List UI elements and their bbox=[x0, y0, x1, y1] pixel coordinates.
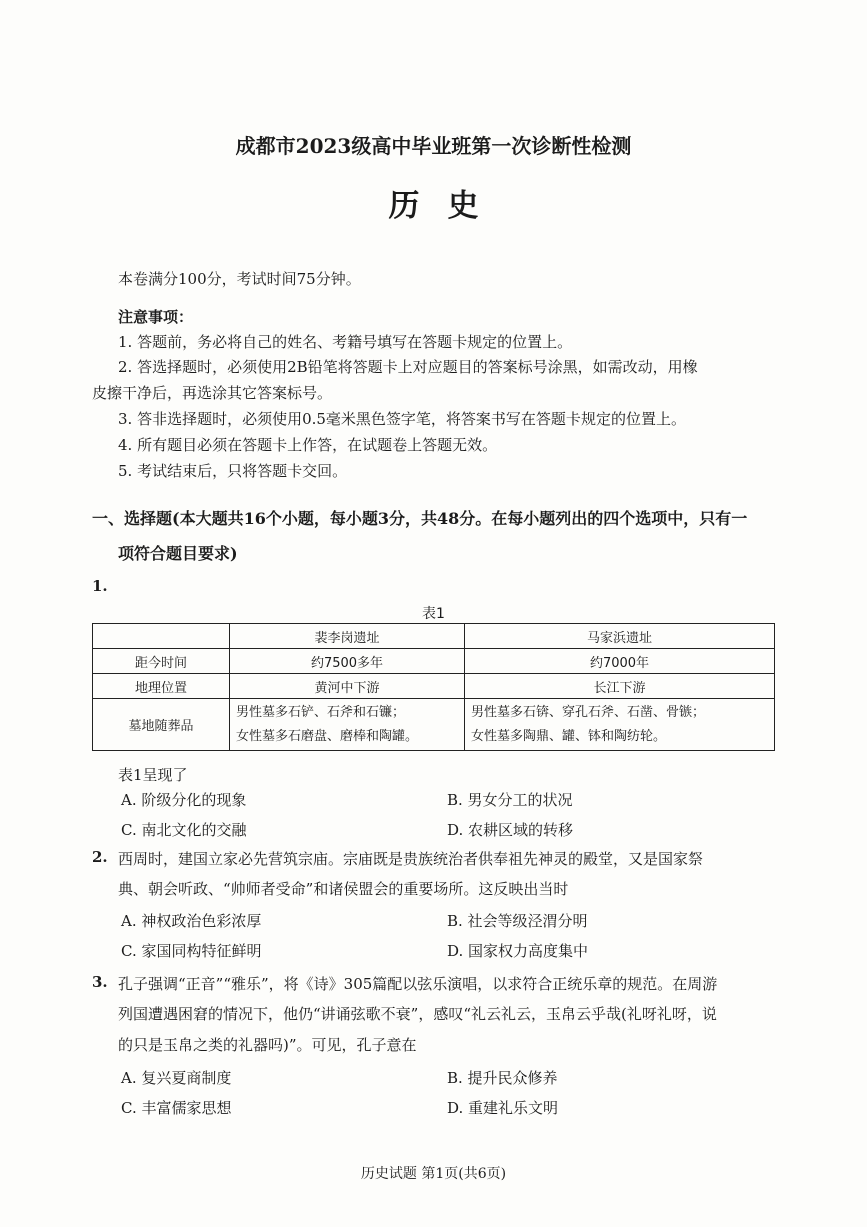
note-item: 4. 所有题目必须在答题卡上作答，在试题卷上答题无效。 bbox=[118, 436, 498, 454]
option-d: D. 重建礼乐文明 bbox=[447, 1099, 559, 1117]
table-caption: 表1 bbox=[422, 606, 445, 622]
note-item: 皮擦干净后，再选涂其它答案标号。 bbox=[92, 384, 333, 402]
option-b: B. 社会等级泾渭分明 bbox=[447, 912, 588, 930]
question-number: 2. bbox=[92, 848, 108, 866]
question-stem: 表1呈现了 bbox=[118, 766, 188, 784]
table-row bbox=[93, 674, 775, 699]
option-a: A. 神权政治色彩浓厚 bbox=[121, 912, 262, 930]
option-a: A. 复兴夏商制度 bbox=[121, 1069, 232, 1087]
question-stem: 典、朝会听政、“帅师者受命”和诸侯盟会的重要场所。这反映出当时 bbox=[118, 880, 569, 898]
option-c: C. 南北文化的交融 bbox=[121, 821, 247, 839]
table-cell: 约7500多年 bbox=[230, 649, 465, 674]
question-number: 1. bbox=[92, 577, 108, 595]
exam-title: 成都市2023级高中毕业班第一次诊断性检测 bbox=[235, 134, 632, 158]
option-d: D. 农耕区域的转移 bbox=[447, 821, 574, 839]
option-b: B. 提升民众修养 bbox=[447, 1069, 558, 1087]
question-stem: 列国遭遇困窘的情况下，他仍“讲诵弦歌不衰”，感叹“礼云礼云，玉帛云乎哉(礼呀礼呀，说 bbox=[118, 1005, 717, 1023]
note-item: 3. 答非选择题时，必须使用0.5毫米黑色签字笔，将答案书写在答题卡规定的位置上。 bbox=[118, 410, 686, 428]
table-cell: 墓地随葬品 bbox=[93, 699, 230, 751]
table-cell: 约7000年 bbox=[465, 649, 775, 674]
section-heading-cont: 项符合题目要求) bbox=[118, 544, 238, 563]
table-header-cell: 裴李岗遗址 bbox=[230, 624, 465, 649]
note-item: 5. 考试结束后，只将答题卡交回。 bbox=[118, 462, 348, 480]
page-footer: 历史试题 第1页(共6页) bbox=[360, 1166, 507, 1182]
table-row bbox=[93, 699, 775, 751]
table-cell: 男性墓多石铲、石斧和石镰； 女性墓多石磨盘、磨棒和陶罐。 bbox=[230, 699, 465, 751]
table-header-cell: 马家浜遗址 bbox=[465, 624, 775, 649]
question-stem: 的只是玉帛之类的礼器吗)”。可见，孔子意在 bbox=[118, 1036, 417, 1054]
table-cell: 男性墓多石锛、穿孔石斧、石凿、骨镞； 女性墓多陶鼎、罐、钵和陶纺轮。 bbox=[465, 699, 775, 751]
table-header-row bbox=[93, 624, 775, 649]
table-cell: 距今时间 bbox=[93, 649, 230, 674]
option-a: A. 阶级分化的现象 bbox=[121, 791, 247, 809]
table-cell: 黄河中下游 bbox=[230, 674, 465, 699]
option-b: B. 男女分工的状况 bbox=[447, 791, 573, 809]
subject-title: 历史 bbox=[388, 188, 507, 224]
option-d: D. 国家权力高度集中 bbox=[447, 942, 589, 960]
table-cell: 地理位置 bbox=[93, 674, 230, 699]
note-item: 2. 答选择题时，必须使用2B铅笔将答题卡上对应题目的答案标号涂黑，如需改动，用橡 bbox=[118, 358, 698, 376]
question-number: 3. bbox=[92, 973, 108, 991]
option-c: C. 丰富儒家思想 bbox=[121, 1099, 232, 1117]
table-header-cell bbox=[93, 624, 230, 649]
data-table bbox=[92, 623, 775, 751]
exam-intro: 本卷满分100分，考试时间75分钟。 bbox=[118, 270, 361, 288]
table-row bbox=[93, 649, 775, 674]
option-c: C. 家国同构特征鲜明 bbox=[121, 942, 262, 960]
notes-heading: 注意事项： bbox=[118, 308, 194, 326]
question-stem: 孔子强调“正音”“雅乐”，将《诗》305篇配以弦乐演唱，以求符合正统乐章的规范。在周游 bbox=[118, 975, 718, 993]
section-heading: 一、选择题(本大题共16个小题，每小题3分，共48分。在每小题列出的四个选项中，只有一 bbox=[92, 509, 748, 528]
question-stem: 西周时，建国立家必先营筑宗庙。宗庙既是贵族统治者供奉祖先神灵的殿堂，又是国家祭 bbox=[118, 850, 704, 868]
table-cell: 长江下游 bbox=[465, 674, 775, 699]
note-item: 1. 答题前，务必将自己的姓名、考籍号填写在答题卡规定的位置上。 bbox=[118, 333, 573, 351]
